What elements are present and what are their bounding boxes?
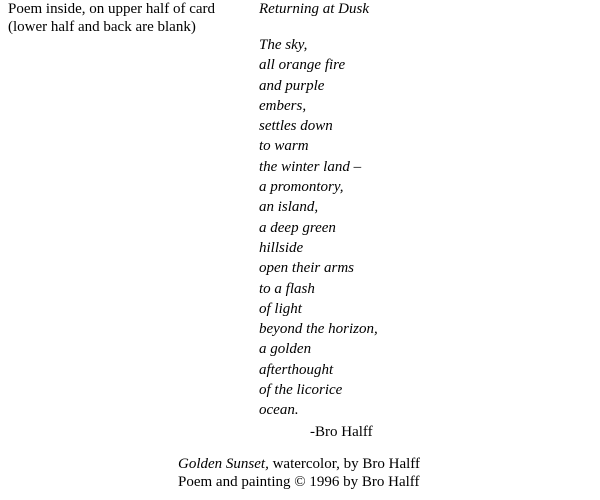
artwork-caption-line-1: [178, 455, 420, 473]
poem-line: and purple: [259, 77, 325, 94]
poem-line: of light: [259, 300, 302, 317]
poem-line: The sky,: [259, 37, 308, 53]
card-note-line-1: Poem inside, on upper half of card: [8, 1, 216, 17]
poem-line: beyond the horizon,: [259, 321, 378, 338]
poem-line: a golden: [259, 341, 312, 358]
copyright-line: Poem and painting © 1996 by Bro Halff: [178, 474, 420, 490]
poem-line: an island,: [259, 199, 319, 216]
poem-line: to a flash: [259, 280, 315, 297]
poem-line: of the licorice: [259, 382, 343, 399]
card-note: [8, 0, 215, 36]
poem-line: afterthought: [259, 361, 334, 378]
poem-body: [259, 35, 378, 421]
poem-line: hillside: [259, 239, 304, 256]
card-note-line-2: (lower half and back are blank): [8, 19, 196, 35]
poem-line: ocean.: [259, 402, 299, 419]
poem-line: embers,: [259, 97, 307, 114]
poem-line: settles down: [259, 118, 333, 135]
artwork-caption: [178, 455, 420, 491]
poem-line: all orange fire: [259, 57, 346, 74]
poem-line: to warm: [259, 138, 309, 155]
poem-line: the winter land –: [259, 158, 362, 175]
artwork-details: watercolor, by Bro Halff: [268, 456, 420, 472]
poem-line: open their arms: [259, 260, 354, 277]
artwork-title: Golden Sunset,: [178, 456, 269, 472]
poem-signature: -Bro Halff: [310, 424, 373, 440]
poem-line: a deep green: [259, 219, 336, 236]
poem-line: a promontory,: [259, 179, 344, 196]
poem-title: Returning at Dusk: [259, 1, 369, 17]
